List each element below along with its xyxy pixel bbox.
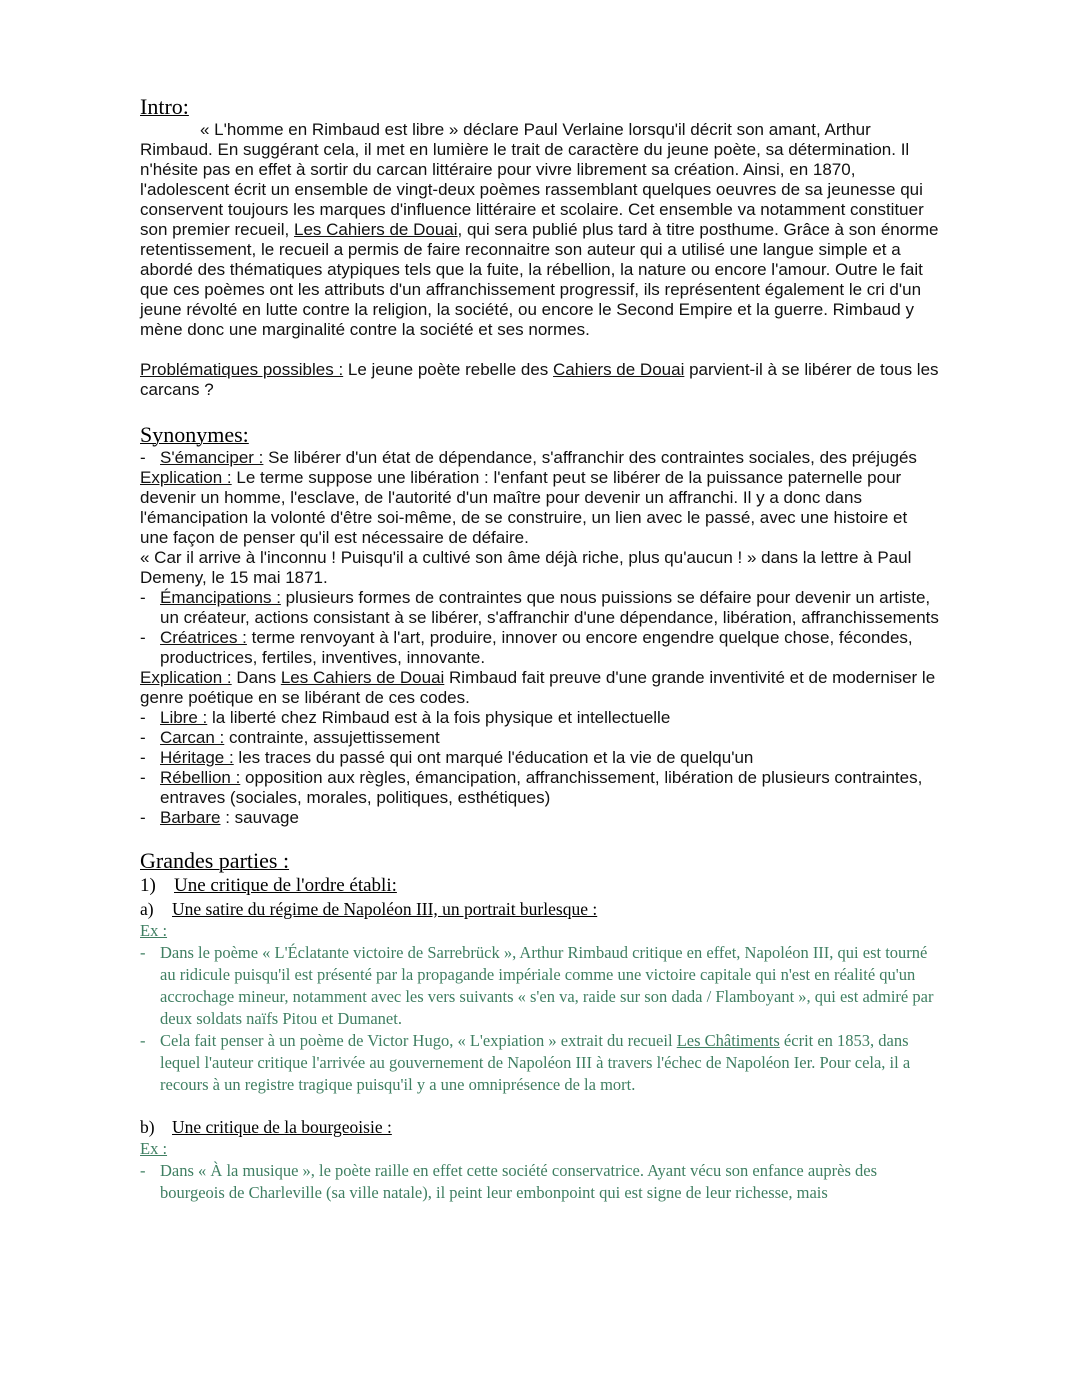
subpart-a-title: a) Une satire du régime de Napoléon III, un portrait burlesque :	[140, 899, 598, 919]
explication-1: Explication : Le terme suppose une libération : l'enfant peut se libérer de la puissance paternelle pour devenir un homme, l'esclave, de l'autorité d'un maître pour devenir un affranchi. Il y a donc dans l'émancipation la volonté d'être soi-même, de se construire, un lien avec le passé, avec une histoire et une façon de penser qu'il est nécessaire de défaire.	[140, 468, 908, 547]
quote: « Car il arrive à l'inconnu ! Puisqu'il a cultivé son âme déjà riche, plus qu'aucun ! » dans la lettre à Paul Demeny, le 15 mai 1871.	[140, 548, 912, 587]
synonym-list-2	[140, 588, 940, 668]
list-item: - Libre : la liberté chez Rimbaud est à la fois physique et intellectuelle	[140, 708, 671, 727]
intro-title-ref: Les Cahiers de Douai	[294, 220, 458, 239]
subpart-b-list	[140, 1160, 940, 1204]
list-item: - Carcan : contrainte, assujettissement	[140, 728, 440, 747]
list-item: - Dans « À la musique », le poète raille en effet cette société conservatrice. Ayant vécu son enfance auprès des bourgeois de Charleville (sa ville natale), il peint leur embonpoint qui est signe de leur richesse, mais	[140, 1161, 878, 1202]
list-item: - Dans le poème « L'Éclatante victoire de Sarrebrück », Arthur Rimbaud critique en effet, Napoléon III, qui est tourné au ridicule puisqu'il est présenté par la propagande impériale comme une victoire capitale qui n'est en réalité qu'un accrochage mineur, notamment avec les vers suivants « s'en va, raide sur son dada / Flamboyant », qui est admiré par deux soldats naïfs Pitou et Dumanet.	[140, 943, 934, 1028]
subpart-b-title: b) Une critique de la bourgeoisie :	[140, 1117, 392, 1137]
synonym-list-1	[140, 448, 940, 468]
explication-2: Explication : Dans Les Cahiers de Douai Rimbaud fait preuve d'une grande inventivité et de moderniser le genre poétique en se libérant de ces codes.	[140, 668, 936, 707]
list-item: - Cela fait penser à un poème de Victor Hugo, « L'expiation » extrait du recueil Les Châtiments écrit en 1853, dans lequel l'auteur critique l'arrivée au gouvernement de Napoléon III à travers l'échec de Napoléon Ier. Pour cela, il a recours à un registre tragique puisqu'il y a une omniprésence de la mort.	[140, 1031, 911, 1094]
list-item: - Créatrices : terme renvoyant à l'art, produire, innover ou encore engendre quelque chose, fécondes, productrices, fertiles, inventives, innovante.	[140, 628, 913, 667]
list-item: - Rébellion : opposition aux règles, émancipation, affranchissement, libération de plusieurs contraintes, entraves (sociales, morales, politiques, esthétiques)	[140, 768, 923, 807]
parties-heading: Grandes parties :	[140, 848, 290, 873]
document-page	[140, 94, 940, 1204]
problematique-label: Problématiques possibles :	[140, 360, 344, 379]
synonymes-heading: Synonymes:	[140, 422, 249, 447]
example-label-b: Ex :	[140, 1139, 168, 1158]
intro-paragraph: « L'homme en Rimbaud est libre » déclare Paul Verlaine lorsqu'il décrit son amant, Arthur Rimbaud. En suggérant cela, il met en lumière le trait de caractère du jeune poète, sa détermination. Il n'hésite pas en effet à sortir du carcan littéraire pour vivre librement sa création. Ainsi, en 1870, l'adolescent écrit un ensemble de vingt-deux poèmes rassemblant quelques oeuvres de sa jeunesse qui conservent toujours les marques d'influence littéraire et scolaire. Cet ensemble va notamment constituer son premier recueil, Les Cahiers de Douai, qui sera publié plus tard à titre posthume. Grâce à son énorme retentissement, le recueil a permis de faire reconnaitre son auteur qui a utilisé une langue simple et a abordé des thématiques atypiques tels que la fuite, la rébellion, la nature ou encore l'amour. Outre le fait que ces poèmes ont les attributs d'un affranchissement progressif, ils représentent également le cri d'un jeune révolté en lutte contre la religion, la société, ou encore le Second Empire et la guerre. Rimbaud y mène donc une marginalité contre la société et ses normes.	[140, 120, 939, 339]
example-label-a: Ex :	[140, 921, 168, 940]
list-item: - Émancipations : plusieurs formes de contraintes que nous puissions se défaire pour devenir un artiste, un créateur, actions consistant à se libérer, s'affranchir d'une dépendance, libération, affranchissements	[140, 588, 939, 627]
intro-heading: Intro:	[140, 94, 189, 119]
list-item: - Barbare : sauvage	[140, 808, 299, 827]
list-item: - Héritage : les traces du passé qui ont marqué l'éducation et la vie de quelqu'un	[140, 748, 754, 767]
subpart-a-list	[140, 942, 940, 1096]
part-1-title: 1) Une critique de l'ordre établi:	[140, 875, 397, 896]
synonym-list-3	[140, 708, 940, 828]
problematique: Problématiques possibles : Le jeune poète rebelle des Cahiers de Douai parvient-il à se libérer de tous les carcans ?	[140, 360, 939, 399]
problematique-title-ref: Cahiers de Douai	[553, 360, 685, 379]
list-item: - S'émanciper : Se libérer d'un état de dépendance, s'affranchir des contraintes sociales, des préjugés	[140, 448, 917, 467]
